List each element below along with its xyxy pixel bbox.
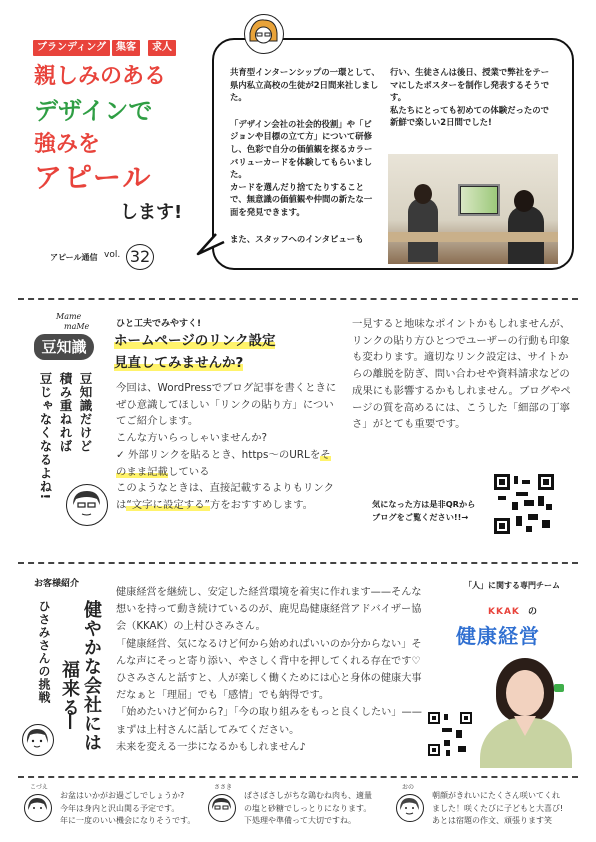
- portrait-face: [506, 670, 544, 716]
- org-name: KKAK: [488, 607, 520, 617]
- issue-number: [50, 244, 170, 274]
- footer-text-2-line-1: ぱさぱさしがちな鶏むね肉も、適量: [244, 791, 372, 800]
- mame-title: 豆知識: [34, 334, 94, 360]
- mame-kicker: ひと工夫でみやすく!: [116, 319, 202, 329]
- footer-text-1-line-1: お盆はいかがお過ごしでしょうか?: [60, 791, 185, 800]
- mame-p4-highlight: “文字に設定する”: [126, 498, 210, 511]
- mame-badge: [34, 312, 98, 362]
- issue-number-circle: 32: [126, 244, 154, 270]
- headline-line-3: 強みを: [34, 132, 101, 157]
- mame-title-line-1: ホームページのリンク設定: [114, 333, 276, 349]
- tag-recruit: 求人: [148, 40, 176, 56]
- divider-2: [18, 562, 578, 564]
- intro-col1-p2: 「デザイン会社の社会的役割」や「ビジョンや目標の立て方」について研修し、色彩で自分の価値観を探るカラーバリューカードを体験してもらいました。: [230, 118, 373, 180]
- mame-vertical-3: 豆じゃなくなるよね!: [38, 372, 53, 501]
- portrait-badge: [554, 684, 564, 692]
- customer-vertical-main-1: 健やかな会社には: [81, 600, 102, 752]
- customer-p3: ひさみさんと話すと、人が楽しく働くためには心と身体の健康大事だなぁと「理屈」でも「感情」でも納得です。: [116, 673, 422, 702]
- mame-script-2: maMe: [64, 322, 90, 331]
- mame-p3-b: している: [167, 465, 210, 478]
- mame-qr-prompt: [372, 498, 475, 524]
- mame-title-box: [114, 330, 328, 374]
- customer-side-label: 「人」に関する専門チーム: [464, 581, 560, 590]
- staff-avatar-mame: [66, 484, 108, 526]
- tag-branding: ブランディング: [33, 40, 110, 56]
- mame-p3-a: ✓ 外部リンクを貼るとき、https〜のURLを: [116, 448, 321, 461]
- customer-body: [116, 584, 428, 756]
- org-no: の: [528, 607, 539, 617]
- headline-line-2: デザインで: [34, 97, 153, 125]
- intro-col2-p1: 行い、生徒さんは後日、授業で弊社をテーマにしたポスターを制作し発表するそうです。: [390, 67, 550, 103]
- qr-prompt-line-2: ブログをご覧ください!!→: [372, 512, 469, 522]
- person-left: [408, 198, 438, 262]
- customer-vertical-main-2: 福来る: [59, 660, 80, 717]
- mame-vertical-1: 豆知識だけど: [78, 372, 93, 453]
- customer-side-org: [488, 604, 538, 617]
- customer-label: お客様紹介: [34, 579, 80, 589]
- issue-vol-label: vol.: [104, 250, 121, 260]
- mame-p4-b: 方をおすすめします。: [209, 498, 314, 511]
- customer-p4: 「始めたいけど何から?」「今の取り組みをもっと良くしたい」——まずは上村さんに話してみてください。: [116, 707, 422, 736]
- qr-prompt-line-1: 気になった方は是非QRから: [372, 499, 476, 509]
- customer-portrait: [474, 650, 578, 768]
- customer-p2: 「健康経営、気になるけど何から始めればいいのか分からない」そんな声にそっと寄り添い、やさしく背中を押してくれる存在です♡: [116, 638, 422, 667]
- mame-title-line-2: 見直してみませんか?: [114, 355, 244, 371]
- footer-text-2-line-2: の塩と砂糖でしっとりになります。: [244, 803, 372, 813]
- mame-vertical-2: 積み重ねれば: [58, 372, 73, 453]
- customer-side-title: 健康経営: [456, 624, 540, 648]
- footer-text-2: [244, 790, 372, 828]
- headline-line-1: 親しみのある: [34, 64, 167, 89]
- footer-avatar-1: [24, 794, 52, 822]
- customer-p5: 未来を変える一歩になるかもしれません♪: [116, 741, 306, 753]
- intro-col1-p4: また、スタッフへのインタビューも: [230, 233, 364, 244]
- mame-body-right: 一見すると地味なポイントかもしれませんが、リンクの貼り方ひとつでユーザーの行動も印象も変わります。適切なリンク設定は、サイトからの離脱を防ぎ、問い合わせや資料請求などの成果にも影響するかもしれません。ブログやページの質を高めるには、こうした「細部の丁寧さ」がとても重要です。: [352, 318, 571, 431]
- blog-qr-code[interactable]: [494, 474, 554, 534]
- footer-text-2-line-3: 下処理や準備って大切ですね。: [244, 816, 356, 825]
- staff-avatar-top: [244, 14, 284, 54]
- customer-p1: 健康経営を継続し、安定した経営環境を着実に作れます——そんな想いを持って動き続けているのが、鹿児島健康経営アドバイザー協会（KKAK）の上村ひさみさん。: [116, 587, 422, 633]
- footer-text-1-line-2: 今年は身内と沢山関る予定です。: [60, 803, 180, 813]
- footer-avatar-2: [208, 794, 236, 822]
- footer-text-3-line-3: あとは宿題の作文、頑張ります笑: [432, 816, 552, 825]
- headline-line-5: します!: [120, 202, 183, 223]
- footer-text-1-line-3: 年に一度のいい機会になりそうです。: [60, 816, 196, 825]
- footer-name-1: こづえ: [30, 784, 48, 791]
- intro-col1-p3: カードを選んだり捨てたりすることで、無意識の価値観や仲間の新たな一面を発見できます。: [230, 181, 373, 217]
- bubble-tail: [196, 232, 226, 258]
- footer-name-2: ささき: [214, 784, 233, 791]
- mame-p3-highlight: そのまま記載: [116, 448, 331, 478]
- intro-col2-p2: 私たちにとっても初めての体験だったので新鮮で楽しい2日間でした!: [390, 104, 549, 128]
- footer-text-3: [432, 790, 563, 828]
- monitor-screen: [461, 187, 497, 213]
- mame-script-1: Mame: [56, 312, 82, 321]
- staff-avatar-customer: [22, 724, 54, 756]
- mame-p2: こんな方いらっしゃいませんか?: [116, 432, 267, 445]
- internship-photo: [388, 154, 558, 264]
- mame-p1: 今回は、WordPressでブログ記事を書くときにぜひ意識してほしい「リンクの貼り方」についてご紹介します。: [116, 382, 337, 428]
- footer-name-3: おの: [402, 784, 415, 791]
- mame-body-left: [116, 380, 338, 514]
- divider-1: [18, 298, 578, 300]
- issue-label: アピール通信: [50, 253, 98, 262]
- desk: [388, 232, 558, 242]
- footer-avatar-3: [396, 794, 424, 822]
- person-left-head: [414, 184, 432, 204]
- mame-p4-a: このようなときは、直接記載するよりもリンクは: [116, 482, 334, 511]
- mame-p4: [116, 480, 338, 513]
- footer-text-1: [60, 790, 195, 828]
- customer-vertical-dash: —: [60, 712, 81, 731]
- tag-marketing: 集客: [112, 40, 140, 56]
- intro-col1-p1: 共育型インターンシップの一環として、県内私立高校の生徒が2日間来社しました。: [230, 67, 380, 103]
- customer-qr-code[interactable]: [428, 712, 472, 756]
- intro-col-2: [390, 66, 556, 129]
- footer-text-3-line-2: ました！咲くたびに子どもと大喜び!: [432, 803, 564, 813]
- intro-col-1: [230, 66, 380, 245]
- headline-line-4: アピール: [34, 161, 153, 194]
- customer-vertical-sub: ひさみさんの挑戦: [37, 600, 51, 704]
- person-right-head: [514, 190, 534, 212]
- mame-p3: [116, 447, 338, 480]
- footer-text-3-line-1: 朝顔がきれいにたくさん咲いてくれ: [432, 791, 560, 800]
